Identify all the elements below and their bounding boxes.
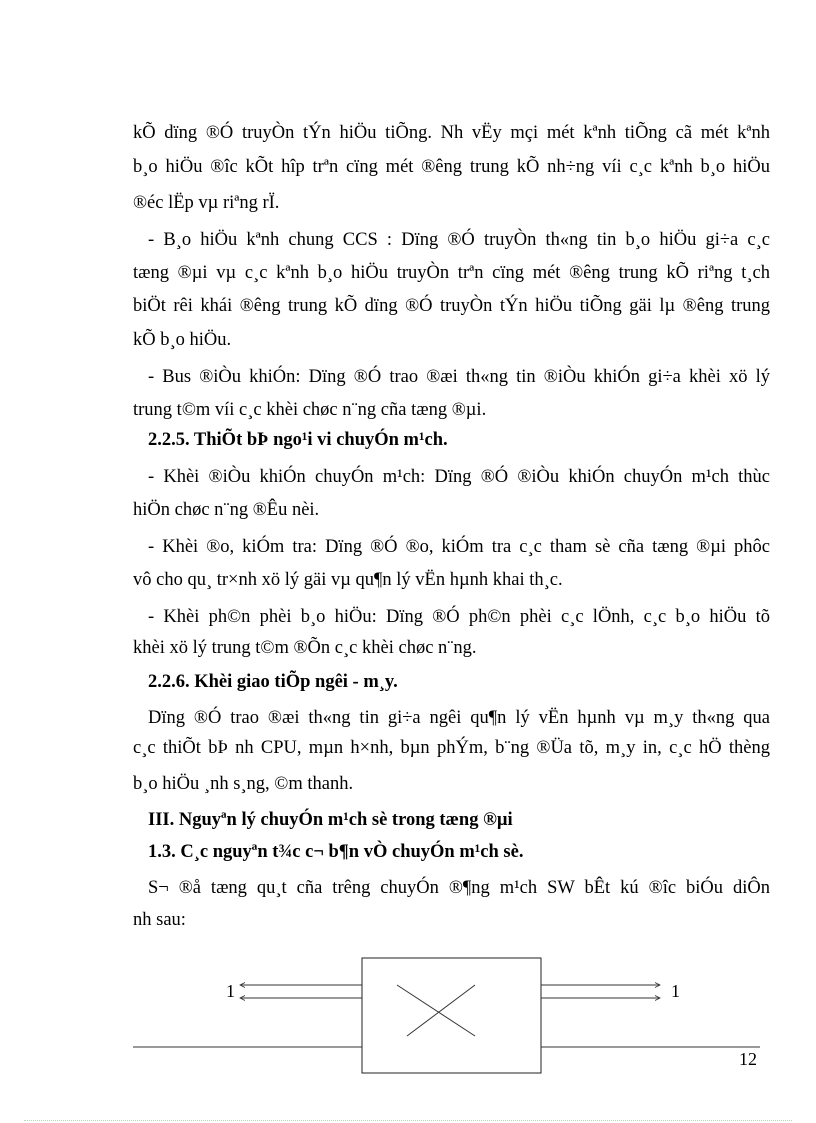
text-line: - Khèi ph©n phèi b¸o hiÖu: Dïng ®Ó ph©n phèi c¸c lÖnh, c¸c b¸o hiÖu tõ	[148, 607, 770, 627]
section-heading: 2.2.5. ThiÕt bÞ ngo¹i vi chuyÓn m¹ch.	[148, 430, 448, 450]
text-line: - B¸o hiÖu kªnh chung CCS : Dïng ®Ó truyÒn th«ng tin b¸o hiÖu gi÷a c¸c	[148, 230, 770, 250]
text-line: kÕ dïng ®Ó truyÒn tÝn hiÖu tiÕng. Nh vËy mçi mét kªnh tiÕng cã mét kªnh	[133, 123, 770, 143]
text-line: hiÖn chøc n¨ng ®Êu nèi.	[133, 500, 320, 520]
page-edge	[24, 1120, 792, 1121]
text-line: - Bus ®iÒu khiÓn: Dïng ®Ó trao ®æi th«ng tin ®iÒu khiÓn gi÷a khèi xö lý	[148, 367, 770, 387]
text-line: biÖt rêi khái ®êng trung kÕ dïng ®Ó truyÒn tÝn hiÖu tiÕng gäi lµ ®êng trung	[133, 296, 770, 316]
text-line: - Khèi ®iÒu khiÓn chuyÓn m¹ch: Dïng ®Ó ®iÒu khiÓn chuyÓn m¹ch thùc	[148, 467, 770, 487]
text-line: Dïng ®Ó trao ®æi th«ng tin gi÷a ngêi qu¶n lý vËn hµnh vµ m¸y th«ng qua	[148, 708, 770, 728]
text-line: tæng ®µi vµ c¸c kªnh b¸o hiÖu truyÒn trªn cïng mét ®êng trung kÕ riªng t¸ch	[133, 263, 770, 283]
text-line: S¬ ®å tæng qu¸t cña trêng chuyÓn ®¶ng m¹ch SW bÊt kú ®îc biÓu diÔn	[148, 878, 770, 898]
text-line: nh sau:	[133, 910, 186, 930]
switch-box	[362, 958, 541, 1073]
section-heading: 2.2.6. Khèi giao tiÕp ngêi - m¸y.	[148, 672, 398, 692]
page-number: 12	[739, 1049, 757, 1069]
diagram-right-label: 1	[671, 981, 680, 1001]
section-heading: III. Nguyªn lý chuyÓn m¹ch sè trong tæng ®µi	[148, 810, 513, 830]
text-line: c¸c thiÕt bÞ nh CPU, mµn h×nh, bµn phÝm, b¨ng ®Üa tõ, m¸y in, c¸c hÖ thèng	[133, 738, 770, 758]
text-line: kÕ b¸o hiÖu.	[133, 330, 232, 350]
text-line: b¸o hiÖu ¸nh s¸ng, ©m thanh.	[133, 774, 354, 794]
text-line: vô cho qu¸ tr×nh xö lý gäi vµ qu¶n lý vËn hµnh khai th¸c.	[133, 570, 563, 590]
text-line: ®éc lËp vµ riªng rÏ.	[133, 193, 280, 213]
text-line: khèi xö lý trung t©m ®Õn c¸c khèi chøc n¨ng.	[133, 638, 477, 658]
text-line: trung t©m víi c¸c khèi chøc n¨ng cña tæng ®µi.	[133, 400, 487, 420]
section-heading: 1.3. C¸c nguyªn t¾c c¬ b¶n vÒ chuyÓn m¹ch sè.	[148, 842, 524, 862]
diagram-left-label: 1	[226, 981, 235, 1001]
text-line: - Khèi ®o, kiÓm tra: Dïng ®Ó ®o, kiÓm tra c¸c tham sè cña tæng ®µi phôc	[148, 537, 770, 557]
text-line: b¸o hiÖu ®îc kÕt hîp trªn cïng mét ®êng trung kÕ nh÷ng víi c¸c kªnh b¸o hiÖu	[133, 157, 770, 177]
